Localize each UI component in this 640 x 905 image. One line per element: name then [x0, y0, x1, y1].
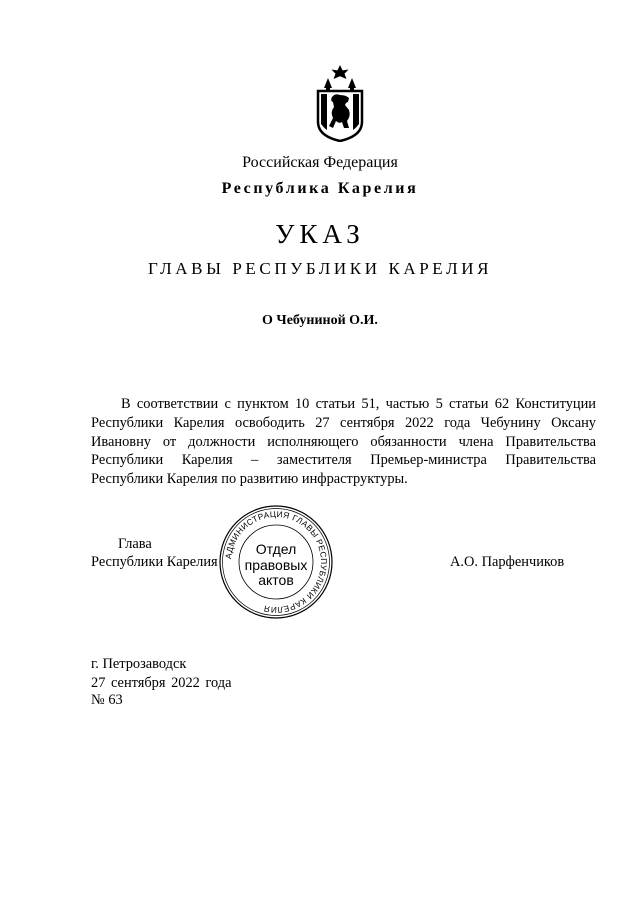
- republic-name: Республика Карелия: [221, 180, 419, 197]
- official-stamp: [218, 504, 334, 620]
- issue-date: 27 сентября 2022 года: [91, 675, 232, 691]
- decree-body: В соответствии с пунктом 10 статьи 51, частью 5 статьи 62 Конституции Республики Карелия освободить 27 сентября 2022 года Чебунину Оксану Ивановну от должности исполняющего обязанности члена Правительства Республики Карелия – заместителя Премьер-министра Правительства Республики Карелия по развитию инфраструктуры.: [91, 396, 596, 488]
- coat-of-arms-icon: [313, 64, 367, 142]
- stamp-ring-text: АДМИНИСТРАЦИЯ ГЛАВЫ РЕСПУБЛИКИ КАРЕЛИЯ: [223, 508, 330, 616]
- issuer-title: ГЛАВЫ РЕСПУБЛИКИ КАРЕЛИЯ: [147, 259, 493, 278]
- issue-place: г. Петрозаводск: [91, 656, 187, 672]
- document-type: УКАЗ: [275, 219, 365, 249]
- decree-number: № 63: [91, 692, 123, 708]
- signer-title-line2: Республики Карелия: [91, 554, 218, 570]
- stamp-line1: Отдел: [255, 541, 297, 557]
- country-name: Российская Федерация: [242, 154, 398, 171]
- document-subject: О Чебуниной О.И.: [262, 313, 378, 328]
- signer-name: А.О. Парфенчиков: [450, 554, 565, 570]
- signer-title-line1: Глава: [118, 536, 152, 552]
- stamp-line2: правовых: [244, 557, 308, 573]
- stamp-line3: актов: [258, 572, 294, 588]
